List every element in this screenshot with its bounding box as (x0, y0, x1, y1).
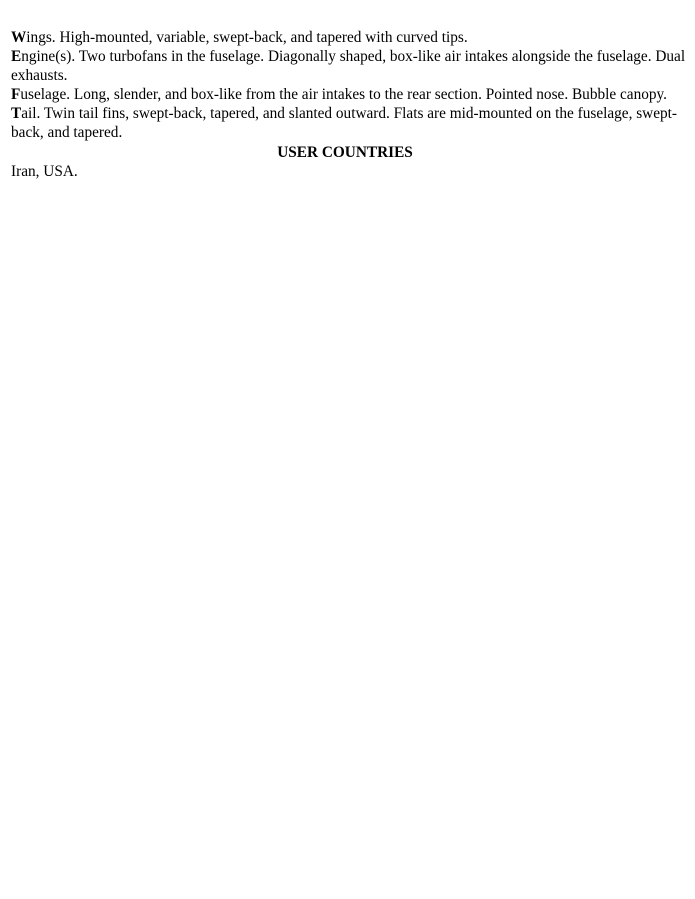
wings-paragraph (11, 28, 691, 47)
tail-paragraph (11, 104, 691, 142)
engines-paragraph (11, 47, 691, 85)
wings-text: ings. High-mounted, variable, swept-back, and tapered with curved tips. (26, 29, 468, 46)
fuselage-lead-letter: F (11, 86, 21, 104)
wings-lead-letter: W (11, 29, 27, 46)
user-countries-text: Iran, USA. (11, 162, 78, 180)
engines-text: ngine(s). Two turbofans in the fuselage. Diagonally shaped, box-like air intakes alongside the fuselage. Dual exhausts. (11, 48, 686, 85)
engines-lead-letter: E (11, 48, 22, 66)
fuselage-paragraph (11, 85, 691, 104)
user-countries-heading: USER COUNTRIES (277, 143, 413, 161)
fuselage-text: uselage. Long, slender, and box-like from the air intakes to the rear section. Pointed nose. Bubble canopy. (20, 86, 667, 104)
tail-text: ail. Twin tail fins, swept-back, tapered, and slanted outward. Flats are mid-mounted on the fuselage, swept-back, and tapered. (11, 105, 678, 142)
document-page (11, 28, 691, 181)
tail-lead-letter: T (11, 105, 22, 123)
